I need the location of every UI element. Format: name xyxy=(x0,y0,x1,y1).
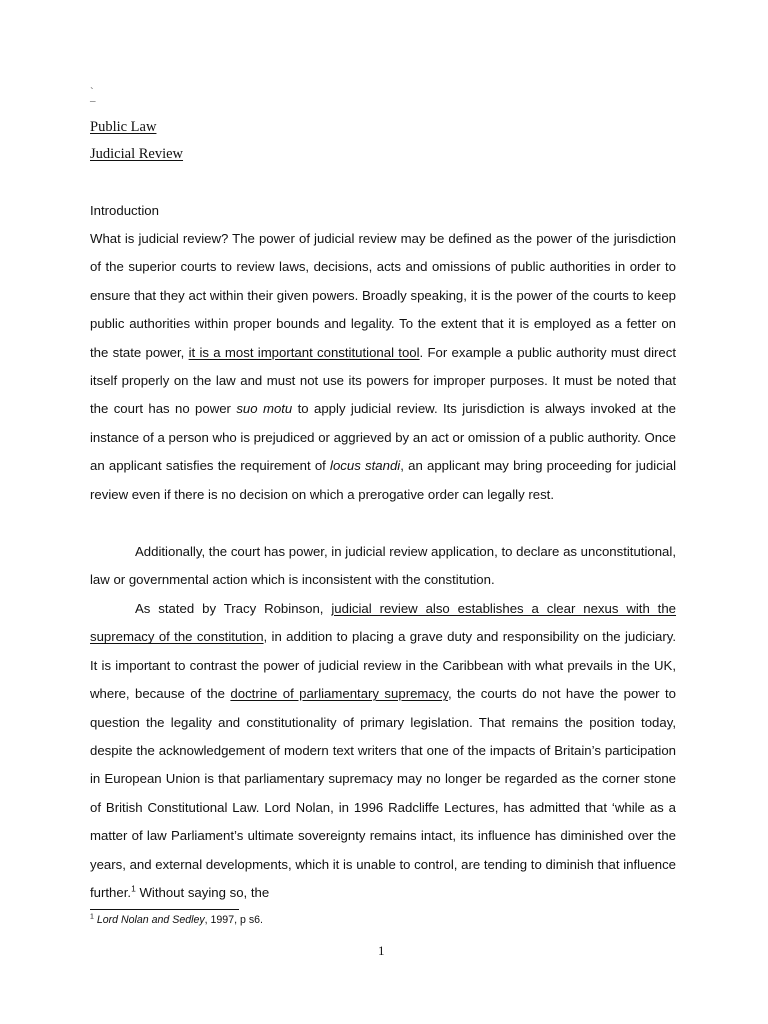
introduction-label: Introduction xyxy=(90,203,159,218)
paragraph-3-text-a: As stated by Tracy Robinson, xyxy=(135,601,332,616)
paragraph-1 xyxy=(90,225,676,509)
paragraph-1-text-d: , an applicant may bring proceeding for judicial review even if there is no decision on which a prerogative order can legally rest. xyxy=(90,458,677,502)
underlined-phrase-supremacy: judicial review also establishes a clear nexus with the supremacy of the constitution xyxy=(90,601,677,645)
underlined-phrase-parliamentary-supremacy: doctrine of parliamentary supremacy xyxy=(230,686,448,702)
stray-mark-top: ` xyxy=(90,86,94,98)
paragraph-3-text-c: , the courts do not have the power to question the legality and constitutionality of primary legislation. That remains the position today, despite the acknowledgement of modern text writers that one of the impacts of Britain’s participation in European Union is that parliamentary supremacy may no longer be regarded as the corner stone of British Constitutional Law. Lord Nolan, in 1996 Radcliffe Lectures, has admitted that ‘while as a matter of law Parliament’s ultimate sovereignty remains intact, its influence has diminished over the years, and external developments, which it is unable to control, are tending to diminish that influence further. xyxy=(90,686,676,901)
paragraph-2: Additionally, the court has power, in judicial review application, to declare as unconstitutional, law or governmental action which is inconsistent with the constitution. xyxy=(90,544,676,588)
topic-heading: Judicial Review xyxy=(90,146,184,162)
paragraph-3-text-b: , in addition to placing a grave duty and responsibility on the judiciary. It is important to contrast the power of judicial review in the Caribbean with what prevails in the UK, where, because of the xyxy=(90,629,676,702)
course-heading: Public Law xyxy=(90,119,157,135)
footnote xyxy=(90,914,263,926)
paragraph-1-text-a: What is judicial review? The power of judicial review may be defined as the power of the jurisdiction of the superior courts to review laws, decisions, acts and omissions of public authorities in order to ensure that they act within their given powers. Broadly speaking, it is the power of the courts to keep public authorities within proper bounds and legality. To the extent that it is employed as a fetter on the state power, xyxy=(90,231,676,360)
footnote-details: , 1997, p s6. xyxy=(204,914,263,926)
paragraph-1-text-b: . For example a public authority must direct itself properly on the law and must not use its powers for improper purposes. It must be noted that the court has no power xyxy=(90,344,676,417)
footnote-marker: 1 xyxy=(90,913,94,921)
footnote-reference: 1 xyxy=(131,883,136,894)
footnote-divider xyxy=(90,909,239,910)
page-number: 1 xyxy=(378,943,385,958)
paragraph-3-text-d: Without saying so, the xyxy=(135,885,270,901)
stray-mark-bottom: – xyxy=(90,95,96,107)
italic-phrase-locus-standi: locus standi xyxy=(330,458,401,474)
stray-marks xyxy=(90,88,96,106)
paragraph-1-text-c: to apply judicial review. Its jurisdiction is always invoked at the instance of a person who is prejudiced or aggrieved by an act or omission of a public authority. Once an applicant satisfies the requirement of xyxy=(90,401,677,474)
paragraph-3 xyxy=(90,595,676,907)
footnote-authors: Lord Nolan and Sedley xyxy=(96,914,205,926)
underlined-phrase-constitutional-tool: it is a most important constitutional tool xyxy=(188,344,420,360)
italic-phrase-suo-motu: suo motu xyxy=(236,401,293,417)
